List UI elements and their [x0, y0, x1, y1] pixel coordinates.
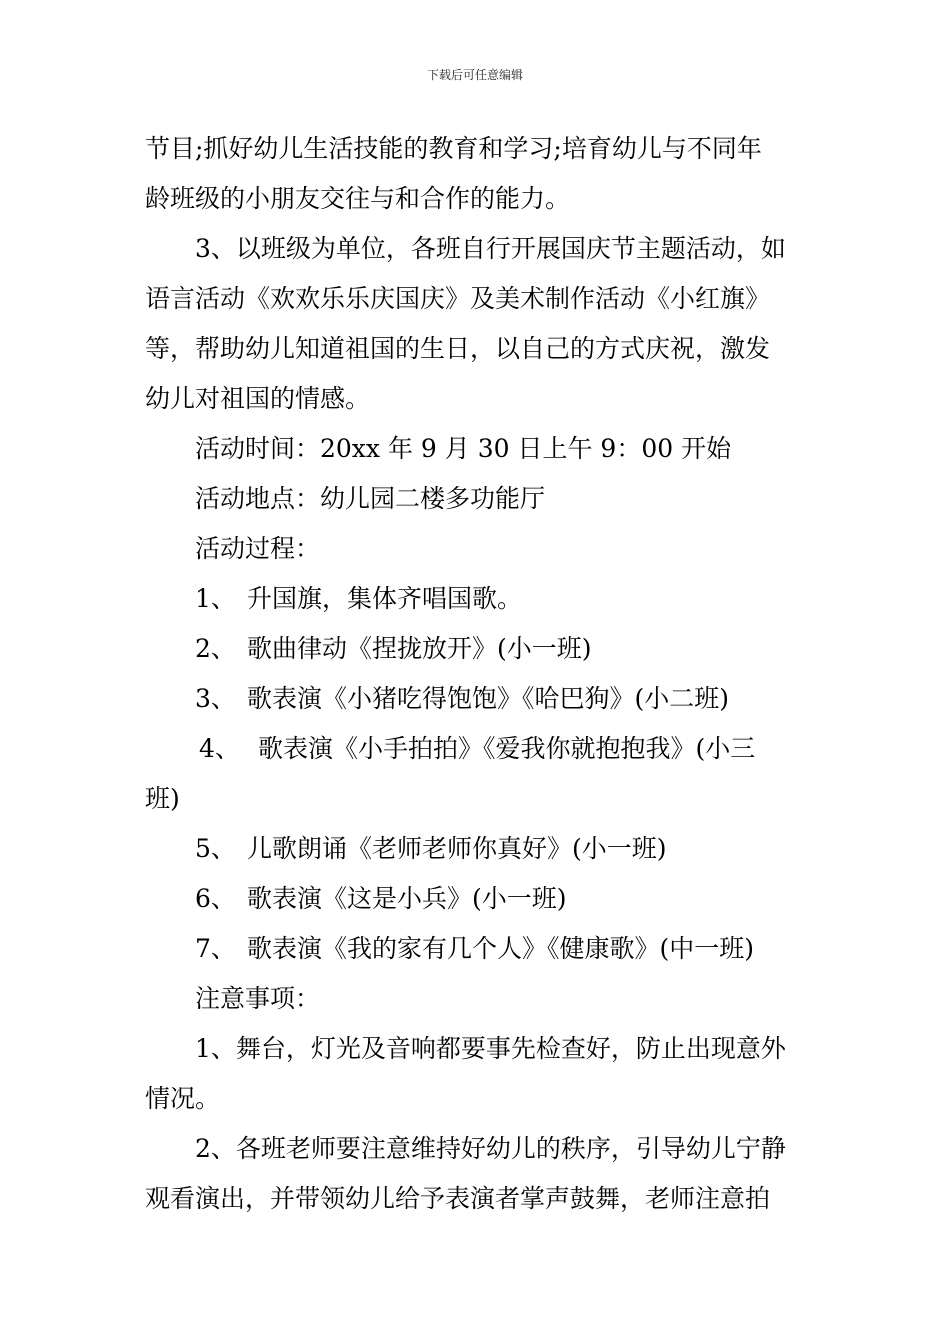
list-number: 5、 [195, 834, 236, 863]
paragraph-line: 等，帮助幼儿知道祖国的生日，以自己的方式庆祝，激发 [145, 334, 771, 363]
paragraph-line: 2、各班老师要注意维持好幼儿的秩序，引导幼儿宁静 [195, 1134, 786, 1163]
list-item [195, 882, 567, 916]
list-item [195, 832, 667, 866]
list-text: 歌表演《小猪吃得饱饱》《哈巴狗》(小二班) [247, 684, 730, 713]
list-text: 歌表演《小手拍拍》《爱我你就抱抱我》(小三 [258, 734, 756, 763]
list-number: 4、 [199, 734, 240, 763]
list-number: 3、 [195, 684, 236, 713]
list-text: 歌曲律动《捏拢放开》(小一班) [247, 634, 592, 663]
list-item [195, 732, 755, 766]
list-item [195, 582, 522, 616]
list-number: 1、 [195, 584, 236, 613]
paragraph-line: 龄班级的小朋友交往与和合作的能力。 [145, 184, 571, 213]
list-text: 歌表演《这是小兵》(小一班) [247, 884, 567, 913]
list-text: 歌表演《我的家有几个人》《健康歌》(中一班) [247, 934, 755, 963]
process-heading: 活动过程： [195, 534, 321, 563]
list-item [195, 932, 754, 966]
paragraph-line: 语言活动《欢欢乐乐庆国庆》及美术制作活动《小红旗》 [145, 284, 771, 313]
paragraph-line: 幼儿对祖国的情感。 [145, 384, 371, 413]
list-text: 升国旗，集体齐唱国歌。 [247, 584, 523, 613]
list-number: 6、 [195, 884, 236, 913]
list-text: 儿歌朗诵《老师老师你真好》(小一班) [247, 834, 667, 863]
notes-heading: 注意事项： [195, 984, 321, 1013]
list-number: 2、 [195, 634, 236, 663]
activity-place: 活动地点：幼儿园二楼多功能厅 [195, 484, 546, 513]
page-header: 下载后可任意编辑 [426, 68, 523, 82]
paragraph-line: 1、舞台，灯光及音响都要事先检查好，防止出现意外 [195, 1034, 786, 1063]
paragraph-line: 节目;抓好幼儿生活技能的教育和学习;培育幼儿与不同年 [145, 134, 762, 163]
list-item [195, 682, 729, 716]
list-item [195, 632, 592, 666]
paragraph-line: 情况。 [145, 1084, 221, 1113]
list-item-continuation: 班) [145, 784, 180, 813]
list-number: 7、 [195, 934, 236, 963]
paragraph-line: 观看演出，并带领幼儿给予表演者掌声鼓舞，老师注意拍 [145, 1184, 771, 1213]
activity-time: 活动时间：20xx 年 9 月 30 日上午 9：00 开始 [195, 434, 732, 463]
paragraph-line: 3、以班级为单位，各班自行开展国庆节主题活动，如 [195, 234, 786, 263]
